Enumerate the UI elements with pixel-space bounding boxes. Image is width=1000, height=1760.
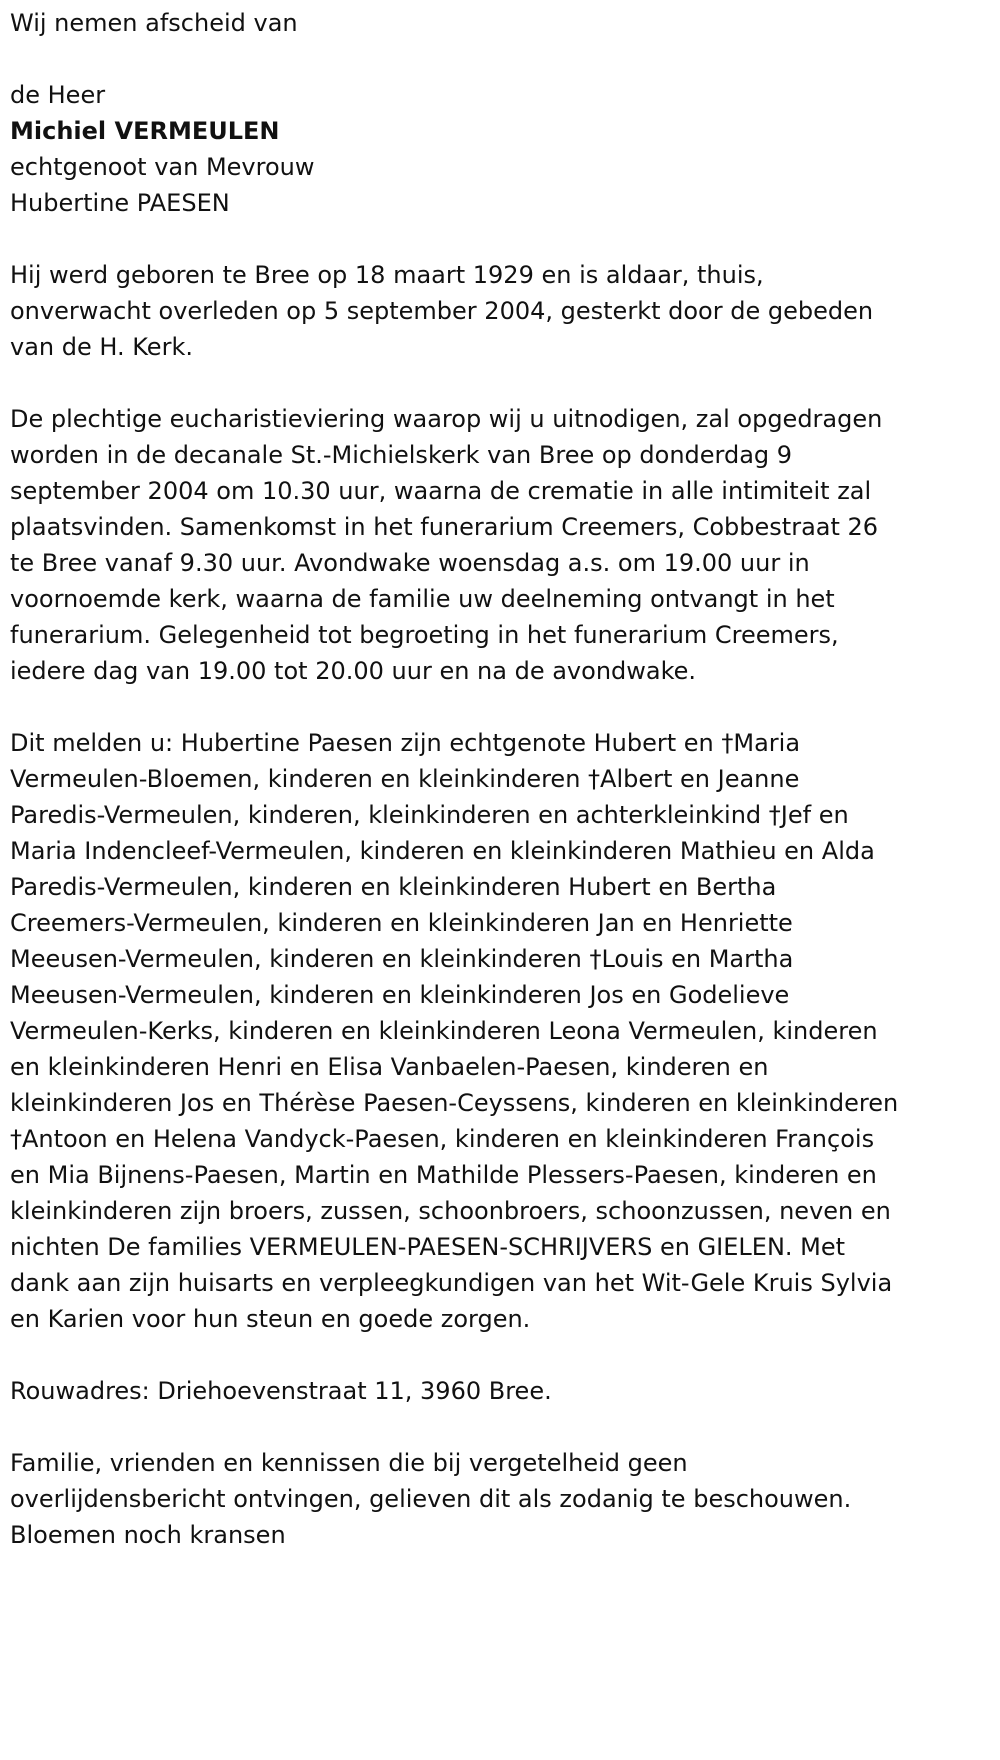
spacer [10,1409,995,1445]
service-paragraph [10,401,995,689]
paragraph-line: funerarium. Gelegenheid tot begroeting in het funerarium Creemers, [10,621,839,649]
paragraph-line: kleinkinderen zijn broers, zussen, schoonbroers, schoonzussen, neven en [10,1197,891,1225]
notice-paragraph [10,1445,995,1553]
paragraph-line: Meeusen-Vermeulen, kinderen en kleinkinderen †Louis en Martha [10,945,794,973]
paragraph-line: iedere dag van 19.00 tot 20.00 uur en na de avondwake. [10,657,697,685]
paragraph-line: te Bree vanaf 9.30 uur. Avondwake woensdag a.s. om 19.00 uur in [10,549,810,577]
birth-paragraph [10,257,995,365]
paragraph-line: Maria Indencleef-Vermeulen, kinderen en kleinkinderen Mathieu en Alda [10,837,875,865]
spouse-line-2: Hubertine PAESEN [10,189,230,217]
paragraph-line: Bloemen noch kransen [10,1521,286,1549]
paragraph-line: nichten De families VERMEULEN-PAESEN-SCHRIJVERS en GIELEN. Met [10,1233,846,1261]
paragraph-line: Meeusen-Vermeulen, kinderen en kleinkinderen Jos en Godelieve [10,981,790,1009]
paragraph-line: en Karien voor hun steun en goede zorgen. [10,1305,531,1333]
paragraph-line: Paredis-Vermeulen, kinderen en kleinkinderen Hubert en Bertha [10,873,777,901]
spacer [10,221,995,257]
paragraph-line: van de H. Kerk. [10,333,193,361]
paragraph-line: onverwacht overleden op 5 september 2004, gesterkt door de gebeden [10,297,874,325]
deceased-name: Michiel VERMEULEN [10,117,280,145]
family-paragraph [10,725,995,1337]
spacer [10,1337,995,1373]
spacer [10,689,995,725]
paragraph-line: Hij werd geboren te Bree op 18 maart 1929 en is aldaar, thuis, [10,261,764,289]
paragraph-line: Creemers-Vermeulen, kinderen en kleinkinderen Jan en Henriette [10,909,793,937]
spouse-line-1: echtgenoot van Mevrouw [10,153,315,181]
paragraph-line: Dit melden u: Hubertine Paesen zijn echtgenote Hubert en †Maria [10,729,801,757]
paragraph-line: Vermeulen-Bloemen, kinderen en kleinkinderen †Albert en Jeanne [10,765,800,793]
paragraph-line: De plechtige eucharistieviering waarop wij u uitnodigen, zal opgedragen [10,405,883,433]
salutation: de Heer [10,81,106,109]
obituary-document [10,5,995,1553]
paragraph-line: †Antoon en Helena Vandyck-Paesen, kinderen en kleinkinderen François [10,1125,875,1153]
paragraph-line: september 2004 om 10.30 uur, waarna de crematie in alle intimiteit zal [10,477,872,505]
paragraph-line: worden in de decanale St.-Michielskerk van Bree op donderdag 9 [10,441,793,469]
paragraph-line: voornoemde kerk, waarna de familie uw deelneming ontvangt in het [10,585,835,613]
paragraph-line: Vermeulen-Kerks, kinderen en kleinkinderen Leona Vermeulen, kinderen [10,1017,878,1045]
mourning-address: Rouwadres: Driehoevenstraat 11, 3960 Bree. [10,1377,552,1405]
paragraph-line: en kleinkinderen Henri en Elisa Vanbaelen-Paesen, kinderen en [10,1053,769,1081]
paragraph-line: overlijdensbericht ontvingen, gelieven dit als zodanig te beschouwen. [10,1485,852,1513]
paragraph-line: kleinkinderen Jos en Thérèse Paesen-Ceyssens, kinderen en kleinkinderen [10,1089,899,1117]
intro-line: Wij nemen afscheid van [10,9,298,37]
paragraph-line: plaatsvinden. Samenkomst in het funerarium Creemers, Cobbestraat 26 [10,513,879,541]
paragraph-line: Familie, vrienden en kennissen die bij vergetelheid geen [10,1449,688,1477]
paragraph-line: dank aan zijn huisarts en verpleegkundigen van het Wit-Gele Kruis Sylvia [10,1269,893,1297]
spacer [10,41,995,77]
paragraph-line: Paredis-Vermeulen, kinderen, kleinkinderen en achterkleinkind †Jef en [10,801,849,829]
paragraph-line: en Mia Bijnens-Paesen, Martin en Mathilde Plessers-Paesen, kinderen en [10,1161,877,1189]
spacer [10,365,995,401]
